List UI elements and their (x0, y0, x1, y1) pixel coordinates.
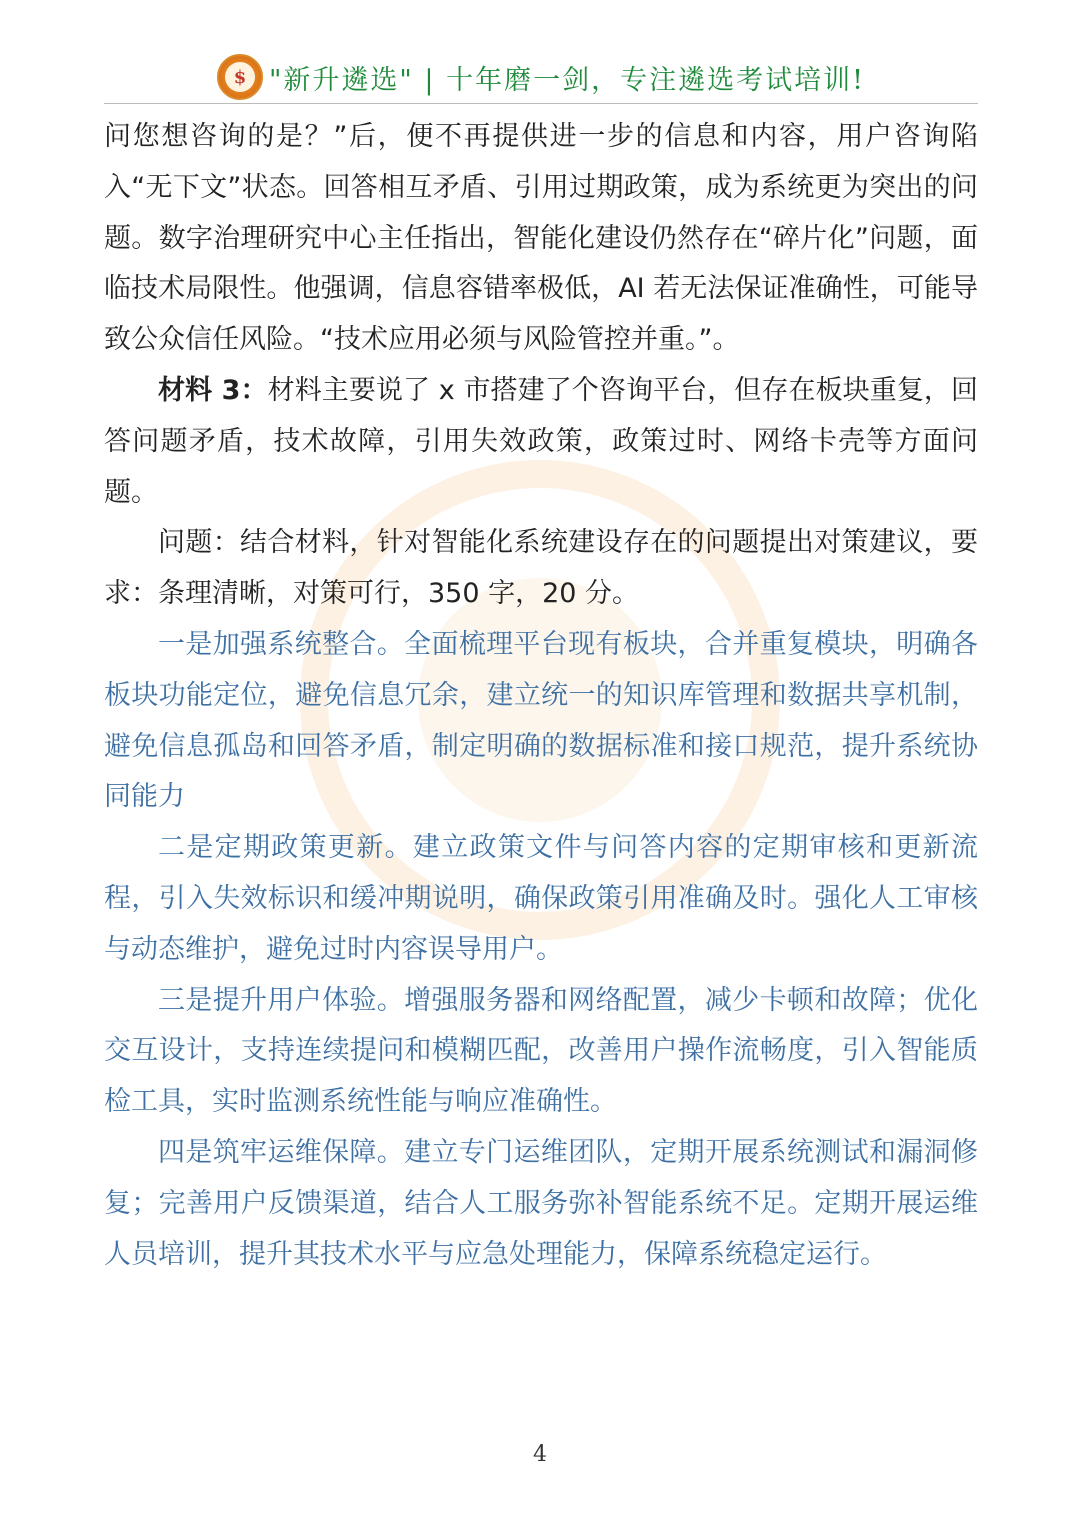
brand-logo-icon (217, 54, 263, 100)
brand-logo-glyph: $ (225, 62, 255, 92)
page-number: 4 (533, 1442, 547, 1467)
document-body (104, 112, 978, 1280)
material-3-text: 材料主要说了 x 市搭建了个咨询平台，但存在板块重复，回答问题矛盾，技术故障，引用失效政策，政策过时、网络卡壳等方面问题。 (104, 374, 978, 508)
page-header (104, 52, 978, 102)
paragraph-question: 问题：结合材料，针对智能化系统建设存在的问题提出对策建议，要求：条理清晰，对策可行，350 字，20 分。 (104, 527, 978, 610)
header-divider (104, 103, 978, 104)
paragraph-material-3 (104, 366, 978, 518)
answer-point-4: 四是筑牢运维保障。建立专门运维团队，定期开展系统测试和漏洞修复；完善用户反馈渠道，结合人工服务弥补智能系统不足。定期开展运维人员培训，提升其技术水平与应急处理能力，保障系统稳定运行。 (104, 1136, 978, 1270)
answer-point-2: 二是定期政策更新。建立政策文件与问答内容的定期审核和更新流程，引入失效标识和缓冲期说明，确保政策引用准确及时。强化人工审核与动态维护，避免过时内容误导用户。 (104, 832, 978, 965)
answer-point-3: 三是提升用户体验。增强服务器和网络配置，减少卡顿和故障；优化交互设计，支持连续提问和模糊匹配，改善用户操作流畅度，引入智能质检工具，实时监测系统性能与响应准确性。 (104, 984, 978, 1118)
paragraph-material-continued: 问您想咨询的是？”后，便不再提供进一步的信息和内容，用户咨询陷入“无下文”状态。回答相互矛盾、引用过期政策，成为系统更为突出的问题。数字治理研究中心主任指出，智能化建设仍然存在“碎片化”问题，面临技术局限性。他强调，信息容错率极低，AI 若无法保证准确性，可能导致公众信任风险。“技术应用必须与风险管控并重。”。 (104, 121, 978, 356)
header-title: "新升遴选" | 十年磨一剑，专注遴选考试培训! (269, 64, 865, 96)
answer-point-1: 一是加强系统整合。全面梳理平台现有板块，合并重复模块，明确各板块功能定位，避免信息冗余，建立统一的知识库管理和数据共享机制，避免信息孤岛和回答矛盾，制定明确的数据标准和接口规范，提升系统协同能力 (104, 628, 978, 813)
material-3-label: 材料 3： (158, 374, 268, 406)
